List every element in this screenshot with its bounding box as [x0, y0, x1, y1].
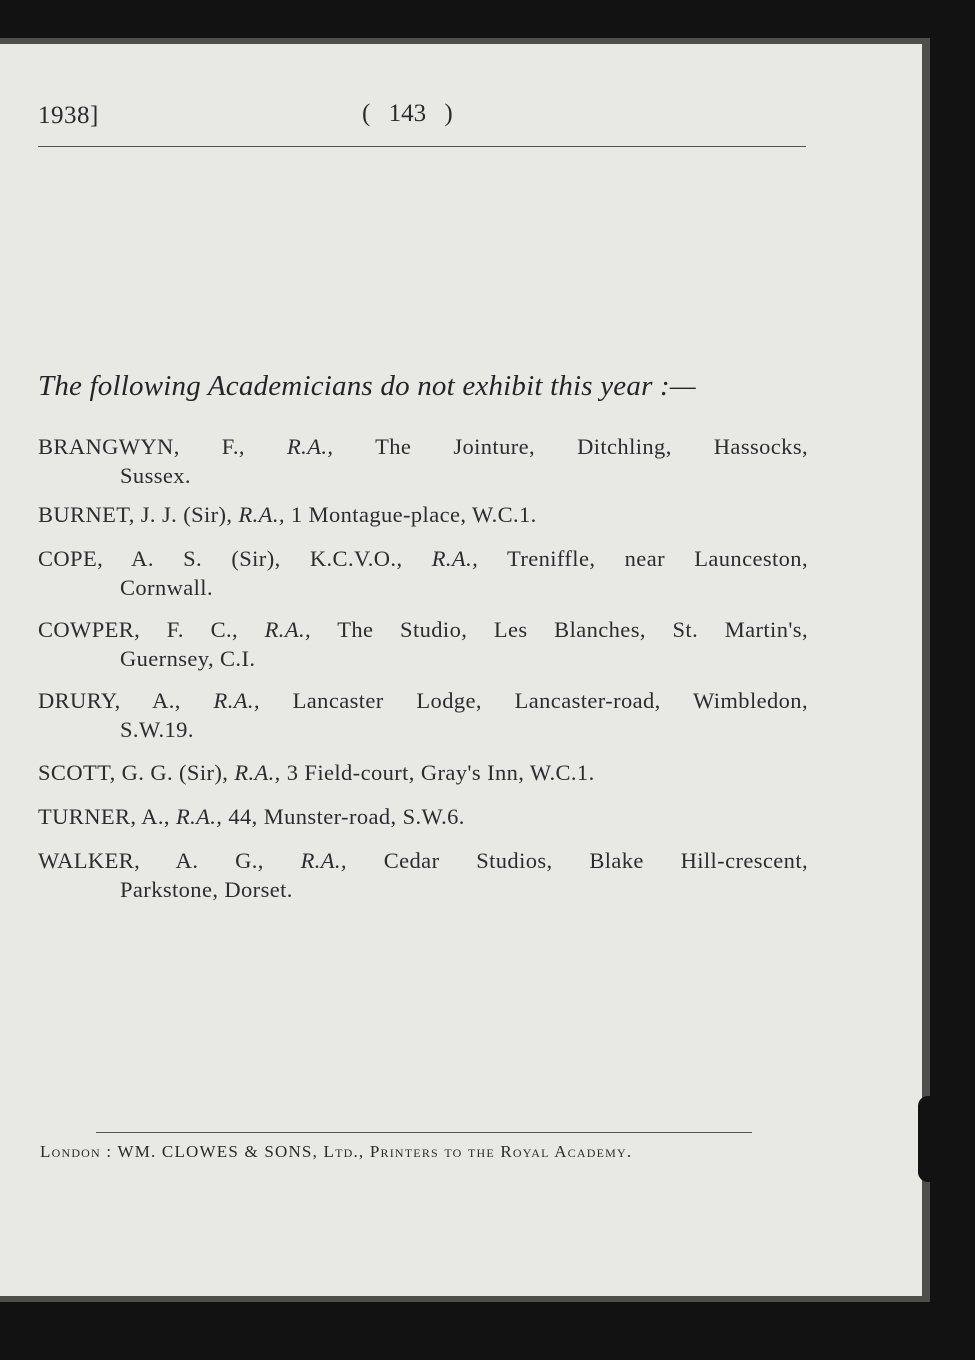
- entry-address: Cedar Studios, Blake Hill-crescent,: [383, 848, 808, 873]
- entry-title: R.A.,: [175, 804, 223, 829]
- entry-address: The Jointure, Ditchling, Hassocks,: [375, 434, 808, 459]
- entry-title: R.A.,: [213, 688, 260, 713]
- entry-title: R.A.,: [238, 502, 285, 527]
- entry-address: 3 Field-court, Gray's Inn, W.C.1.: [286, 760, 595, 785]
- imprint-role: Printers to the Royal Academy.: [369, 1142, 633, 1161]
- entry-address-cont: Sussex.: [120, 463, 191, 488]
- list-item: [38, 432, 808, 490]
- entry-address: The Studio, Les Blanches, St. Martin's,: [337, 617, 808, 642]
- entry-name: SCOTT, G. G. (Sir),: [38, 760, 229, 785]
- entry-address: 1 Montague-place, W.C.1.: [290, 502, 537, 527]
- entry-address-cont: S.W.19.: [120, 717, 194, 742]
- entry-name: COPE, A. S. (Sir), K.C.V.O.,: [38, 546, 403, 571]
- list-item: [38, 758, 808, 787]
- entry-title: R.A.,: [300, 848, 347, 873]
- list-item: [38, 544, 808, 602]
- entry-name: TURNER, A.,: [38, 804, 170, 829]
- header-rule: [38, 146, 806, 147]
- academician-list: [38, 432, 808, 904]
- list-item: [38, 802, 808, 831]
- page-number: ( 143 ): [362, 100, 453, 127]
- entry-title: R.A.,: [234, 760, 281, 785]
- entry-address: 44, Munster-road, S.W.6.: [228, 804, 465, 829]
- document-page: [0, 44, 922, 1296]
- entry-address-cont: Parkstone, Dorset.: [120, 877, 293, 902]
- list-item: [38, 500, 808, 529]
- imprint-city: London :: [40, 1142, 113, 1161]
- entry-address: Treniffle, near Launceston,: [507, 546, 808, 571]
- entry-title: R.A.,: [431, 546, 479, 571]
- entry-address-cont: Cornwall.: [120, 575, 213, 600]
- imprint-company: Ltd.,: [323, 1142, 365, 1161]
- footer-rule: [96, 1132, 752, 1133]
- imprint-printer: WM. CLOWES & SONS,: [117, 1142, 319, 1161]
- list-item: [38, 615, 808, 673]
- entry-name: BURNET, J. J. (Sir),: [38, 502, 233, 527]
- entry-name: DRURY, A.,: [38, 688, 181, 713]
- entry-address: Lancaster Lodge, Lancaster-road, Wimbledon,: [292, 688, 808, 713]
- page-notch: [918, 1096, 932, 1182]
- entry-title: R.A.,: [287, 434, 334, 459]
- printer-imprint: [40, 1142, 810, 1162]
- list-item: [38, 686, 808, 744]
- list-item: [38, 846, 808, 904]
- entry-name: BRANGWYN, F.,: [38, 434, 245, 459]
- intro-heading: The following Academicians do not exhibit this year :—: [38, 370, 696, 402]
- entry-title: R.A.,: [264, 617, 312, 642]
- entry-address-cont: Guernsey, C.I.: [120, 646, 256, 671]
- entry-name: COWPER, F. C.,: [38, 617, 239, 642]
- header-year: 1938]: [38, 102, 99, 129]
- entry-name: WALKER, A. G.,: [38, 848, 264, 873]
